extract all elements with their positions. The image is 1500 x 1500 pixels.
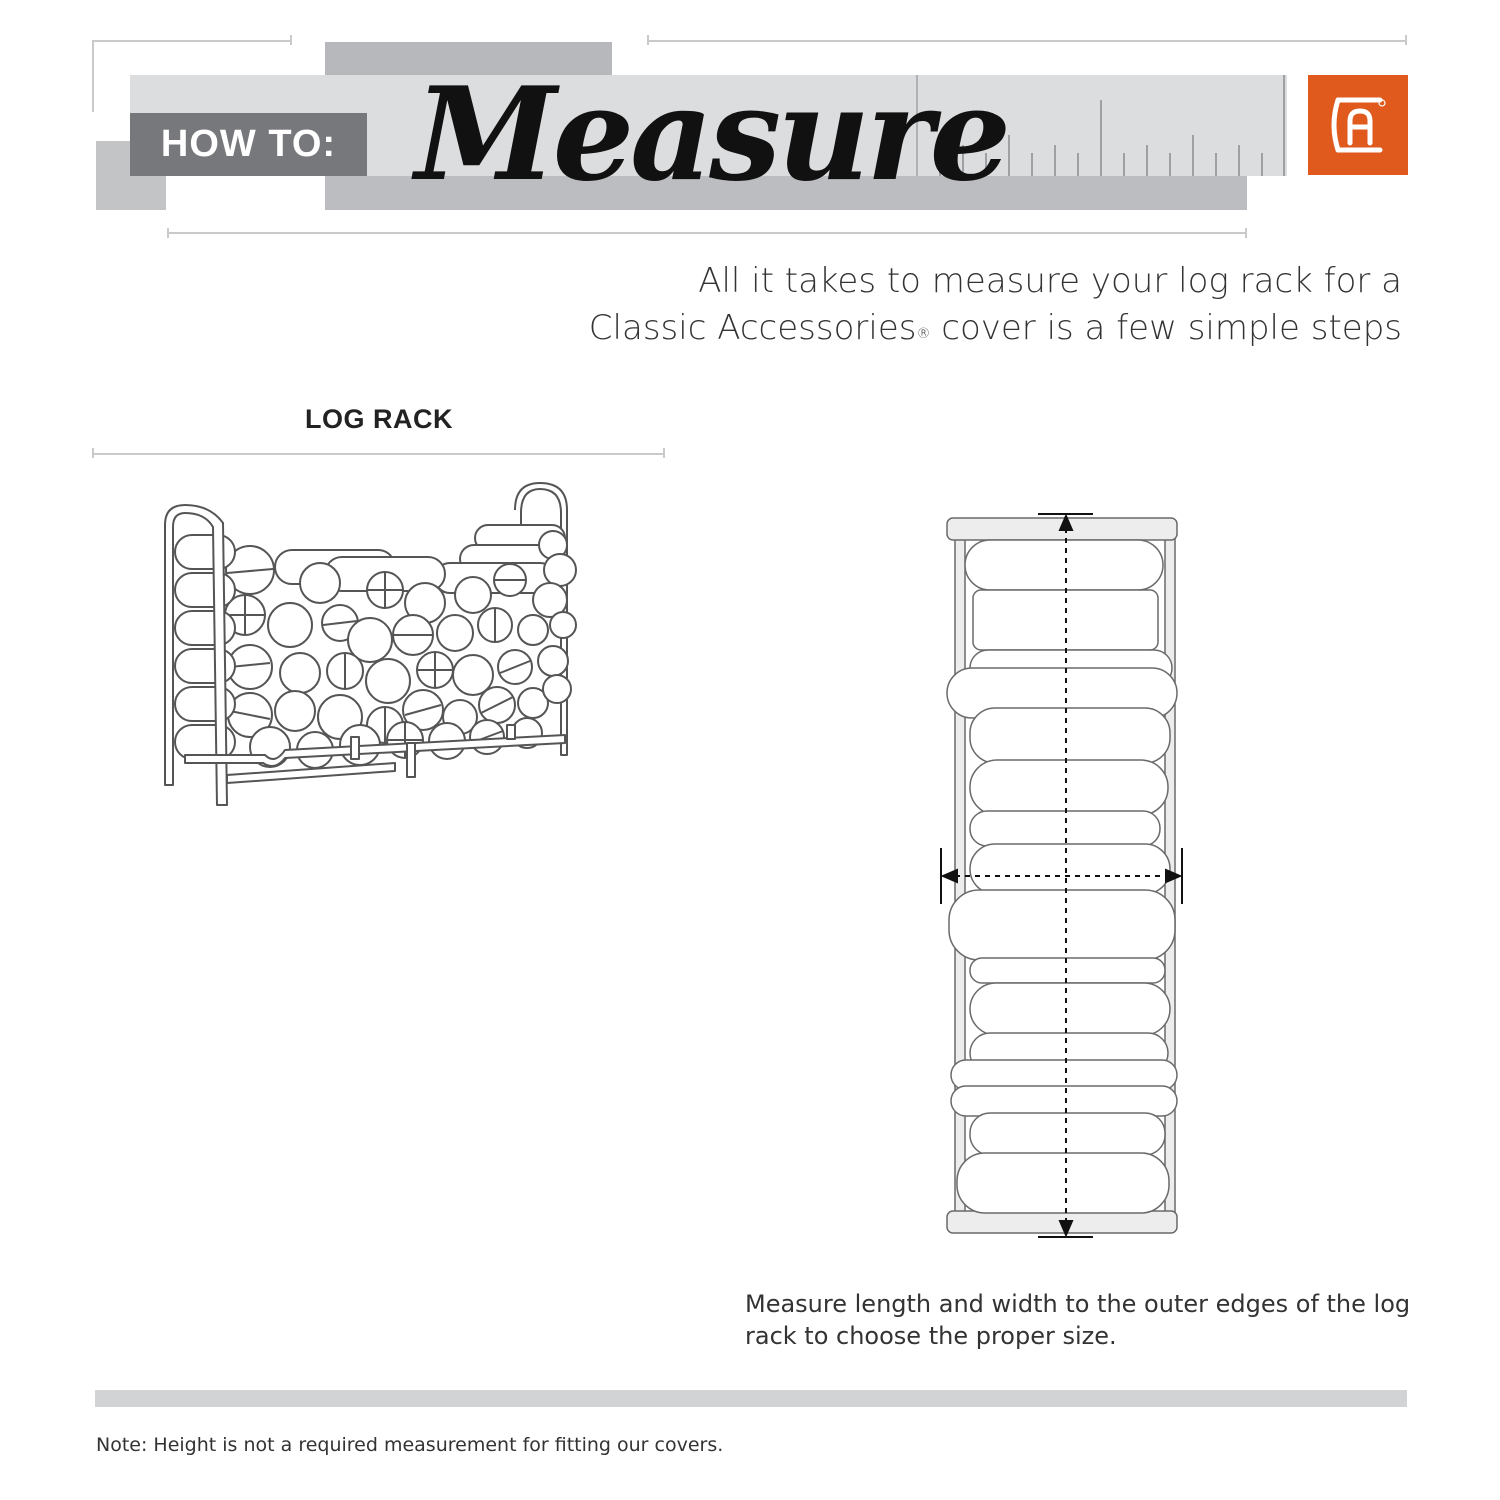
brand-name: Classic Accessories — [588, 308, 917, 348]
log-rack-illustration-icon — [155, 475, 595, 820]
ca-logo-icon — [1308, 75, 1408, 175]
intro-line-2 — [502, 305, 1402, 352]
header-line-tick — [167, 228, 169, 238]
header-line-tick — [1245, 228, 1247, 238]
footer-note: Note: Height is not a required measurement for fitting our covers. — [96, 1434, 724, 1456]
header-line-bottom — [167, 232, 1247, 234]
header-line-tick — [647, 35, 649, 45]
intro-text — [502, 258, 1402, 352]
log-rack-top-view-icon — [935, 508, 1195, 1248]
instructions-text: Measure length and width to the outer edges of the log rack to choose the proper size. — [745, 1290, 1411, 1350]
section-label: LOG RACK — [305, 404, 453, 434]
header-line-top-left — [92, 40, 292, 42]
header-line-left-vertical — [92, 40, 94, 112]
howto-badge: HOW TO: — [130, 113, 367, 176]
section-divider-tick — [92, 448, 94, 458]
page-title: Measure — [415, 60, 1008, 210]
brand-logo — [1308, 75, 1408, 175]
intro-line-2-end: cover is a few simple steps — [930, 308, 1402, 348]
intro-line-1: All it takes to measure your log rack for a — [698, 261, 1402, 301]
registered-mark: ® — [916, 326, 931, 342]
header-line-tick — [1405, 35, 1407, 45]
header-line-tick — [290, 35, 292, 45]
section-divider-tick — [663, 448, 665, 458]
footer-bar — [95, 1390, 1407, 1407]
header-line-top-right — [647, 40, 1407, 42]
section-divider — [92, 453, 665, 455]
